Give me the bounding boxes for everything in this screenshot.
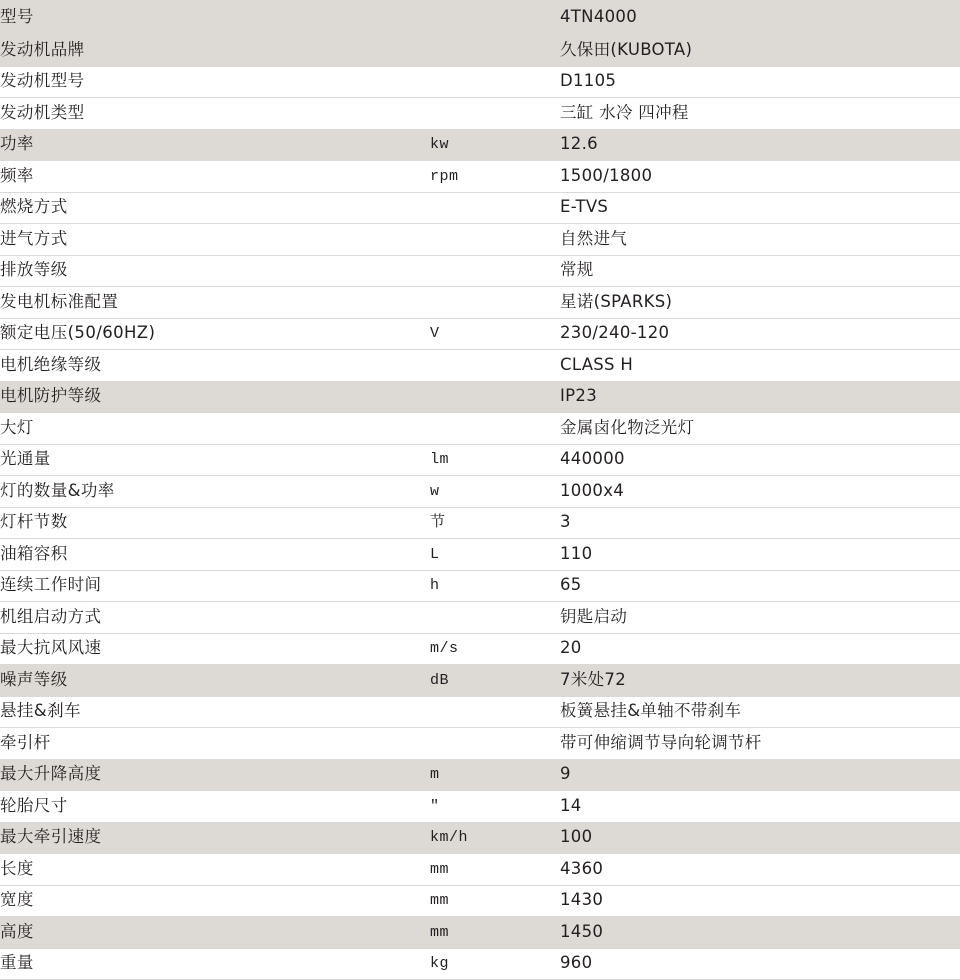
spec-value-cell: 110 [560, 539, 960, 571]
spec-name-cell: 电机绝缘等级 [0, 350, 430, 382]
spec-value-cell: 230/240-120 [560, 318, 960, 350]
spec-value-cell: 三缸 水冷 四冲程 [560, 98, 960, 130]
table-row [0, 602, 960, 634]
spec-name-cell: 噪声等级 [0, 665, 430, 697]
spec-value-cell: D1105 [560, 66, 960, 98]
table-row [0, 66, 960, 98]
spec-unit-cell: kg [430, 948, 560, 980]
spec-unit-cell: mm [430, 885, 560, 917]
spec-unit-cell: " [430, 791, 560, 823]
spec-unit-cell [430, 381, 560, 413]
spec-unit-cell [430, 413, 560, 445]
spec-value-cell: 7米处72 [560, 665, 960, 697]
spec-unit-cell: km/h [430, 822, 560, 854]
spec-unit-cell: mm [430, 854, 560, 886]
spec-name-cell: 电机防护等级 [0, 381, 430, 413]
spec-value-cell: 12.6 [560, 129, 960, 161]
spec-unit-cell: mm [430, 917, 560, 949]
spec-unit-cell: lm [430, 444, 560, 476]
spec-name-cell: 最大升降高度 [0, 759, 430, 791]
spec-value-cell: 1430 [560, 885, 960, 917]
spec-value-cell: 带可伸缩调节导向轮调节杆 [560, 728, 960, 760]
spec-value-cell: 14 [560, 791, 960, 823]
spec-name-cell: 悬挂&刹车 [0, 696, 430, 728]
spec-name-cell: 高度 [0, 917, 430, 949]
table-row [0, 917, 960, 949]
spec-unit-cell: kw [430, 129, 560, 161]
spec-name-cell: 宽度 [0, 885, 430, 917]
table-row [0, 381, 960, 413]
spec-value-cell: 1500/1800 [560, 161, 960, 193]
table-row [0, 98, 960, 130]
table-row [0, 444, 960, 476]
table-row [0, 822, 960, 854]
spec-name-cell: 排放等级 [0, 255, 430, 287]
spec-name-cell: 轮胎尺寸 [0, 791, 430, 823]
spec-value-cell: 20 [560, 633, 960, 665]
spec-unit-cell: V [430, 318, 560, 350]
spec-name-cell: 额定电压(50/60HZ) [0, 318, 430, 350]
spec-unit-cell [430, 0, 560, 35]
spec-value-cell: 常规 [560, 255, 960, 287]
spec-value-cell: 1450 [560, 917, 960, 949]
spec-value-cell: 板簧悬挂&单轴不带刹车 [560, 696, 960, 728]
spec-name-cell: 发动机品牌 [0, 35, 430, 67]
table-row [0, 318, 960, 350]
spec-name-cell: 发动机类型 [0, 98, 430, 130]
table-row [0, 791, 960, 823]
spec-unit-cell [430, 728, 560, 760]
spec-unit-cell [430, 287, 560, 319]
spec-value-cell: E-TVS [560, 192, 960, 224]
table-row [0, 633, 960, 665]
spec-unit-cell [430, 35, 560, 67]
spec-value-cell: 3 [560, 507, 960, 539]
table-row [0, 696, 960, 728]
spec-unit-cell: m [430, 759, 560, 791]
spec-unit-cell: m/s [430, 633, 560, 665]
table-row [0, 759, 960, 791]
spec-value-cell: 4360 [560, 854, 960, 886]
spec-name-cell: 机组启动方式 [0, 602, 430, 634]
table-row [0, 287, 960, 319]
table-row [0, 413, 960, 445]
table-row [0, 570, 960, 602]
spec-name-cell: 牵引杆 [0, 728, 430, 760]
table-row [0, 192, 960, 224]
spec-unit-cell [430, 66, 560, 98]
spec-unit-cell: rpm [430, 161, 560, 193]
spec-value-cell: 65 [560, 570, 960, 602]
spec-value-cell: 星诺(SPARKS) [560, 287, 960, 319]
spec-value-cell: 自然进气 [560, 224, 960, 256]
spec-unit-cell: h [430, 570, 560, 602]
spec-name-cell: 光通量 [0, 444, 430, 476]
table-row [0, 129, 960, 161]
spec-unit-cell: L [430, 539, 560, 571]
spec-unit-cell [430, 350, 560, 382]
spec-unit-cell: 节 [430, 507, 560, 539]
spec-unit-cell [430, 98, 560, 130]
spec-unit-cell [430, 192, 560, 224]
table-row [0, 255, 960, 287]
spec-value-cell: 金属卤化物泛光灯 [560, 413, 960, 445]
spec-name-cell: 进气方式 [0, 224, 430, 256]
spec-name-cell: 最大抗风风速 [0, 633, 430, 665]
table-row [0, 728, 960, 760]
spec-name-cell: 大灯 [0, 413, 430, 445]
spec-value-cell: 1000x4 [560, 476, 960, 508]
table-row [0, 224, 960, 256]
spec-name-cell: 频率 [0, 161, 430, 193]
spec-name-cell: 重量 [0, 948, 430, 980]
spec-unit-cell: dB [430, 665, 560, 697]
table-row [0, 35, 960, 67]
spec-value-cell: CLASS H [560, 350, 960, 382]
spec-name-cell: 燃烧方式 [0, 192, 430, 224]
spec-unit-cell [430, 224, 560, 256]
table-row [0, 854, 960, 886]
table-row [0, 948, 960, 980]
spec-name-cell: 长度 [0, 854, 430, 886]
spec-unit-cell: w [430, 476, 560, 508]
spec-value-cell: 9 [560, 759, 960, 791]
spec-value-cell: IP23 [560, 381, 960, 413]
spec-name-cell: 最大牵引速度 [0, 822, 430, 854]
table-row [0, 665, 960, 697]
table-row [0, 885, 960, 917]
spec-name-cell: 功率 [0, 129, 430, 161]
spec-value-cell: 4TN4000 [560, 0, 960, 35]
table-row [0, 476, 960, 508]
table-row [0, 350, 960, 382]
spec-value-cell: 100 [560, 822, 960, 854]
spec-unit-cell [430, 696, 560, 728]
table-row [0, 507, 960, 539]
spec-value-cell: 钥匙启动 [560, 602, 960, 634]
table-row [0, 539, 960, 571]
spec-unit-cell [430, 255, 560, 287]
spec-name-cell: 灯的数量&功率 [0, 476, 430, 508]
table-row [0, 161, 960, 193]
spec-name-cell: 发动机型号 [0, 66, 430, 98]
spec-value-cell: 960 [560, 948, 960, 980]
spec-name-cell: 型号 [0, 0, 430, 35]
spec-value-cell: 440000 [560, 444, 960, 476]
spec-name-cell: 灯杆节数 [0, 507, 430, 539]
spec-name-cell: 发电机标准配置 [0, 287, 430, 319]
spec-name-cell: 连续工作时间 [0, 570, 430, 602]
spec-value-cell: 久保田(KUBOTA) [560, 35, 960, 67]
spec-unit-cell [430, 602, 560, 634]
table-row [0, 0, 960, 35]
spec-name-cell: 油箱容积 [0, 539, 430, 571]
